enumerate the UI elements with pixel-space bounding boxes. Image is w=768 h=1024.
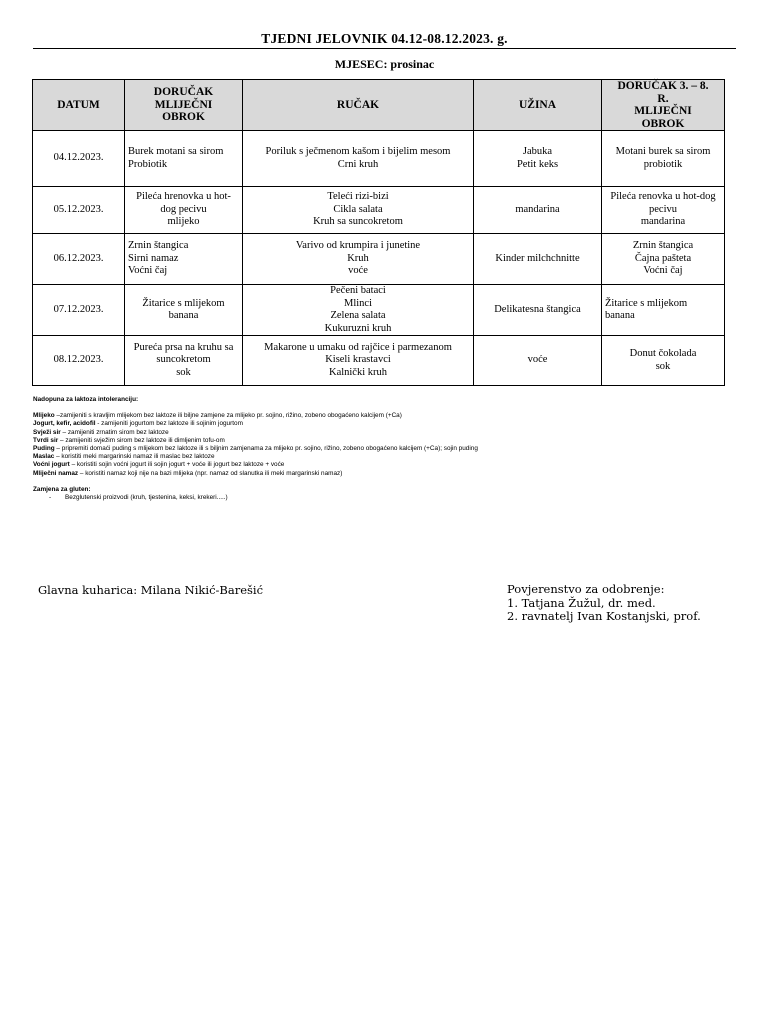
breakfast-cell: Žitarice s mlijekom banana (125, 285, 243, 336)
breakfast-cell: Pureća prsa na kruhu sa suncokretom sok (125, 336, 243, 386)
date-cell: 08.12.2023. (33, 336, 125, 386)
table-row (33, 336, 725, 386)
dietary-notes (33, 396, 733, 502)
gluten-heading: Zamjena za gluten: (33, 485, 91, 493)
breakfast-older-cell: Pileća renovka u hot-dog pecivu mandarina (602, 187, 725, 234)
breakfast-cell: Burek motani sa sirom Probiotik (125, 131, 243, 187)
lactose-note: Maslac – koristiti meki margarinski namaz ili maslac bez laktoze (33, 453, 215, 461)
lactose-note: Tvrdi sir – zamijeniti svježim sirom bez laktoze ili dimljenim tofu-om (33, 436, 225, 444)
head-chef-signature: Glavna kuharica: Milana Nikić-Barešić (38, 583, 264, 597)
snack-cell: Jabuka Petit keks (474, 131, 602, 187)
committee-member: 1. Tatjana Žužul, dr. med. (507, 595, 656, 610)
gluten-note: - Bezglutenski proizvodi (kruh, tjestenina, keksi, krekeri.....) (49, 494, 228, 502)
approval-committee (507, 583, 701, 624)
breakfast-cell: Pileća hrenovka u hot- dog pecivu mlijeko (125, 187, 243, 234)
table-header-row (33, 80, 725, 131)
title-divider (33, 48, 736, 49)
lunch-cell: Pečeni bataci Mlinci Zelena salata Kukuruzni kruh (243, 285, 474, 336)
table-row (33, 131, 725, 187)
column-header-lunch: RUČAK (243, 80, 474, 131)
table-row (33, 285, 725, 336)
lunch-cell: Varivo od krumpira i junetine Kruh voće (243, 234, 474, 285)
date-cell: 06.12.2023. (33, 234, 125, 285)
column-header-date: DATUM (33, 80, 125, 131)
table-row (33, 187, 725, 234)
month-label: MJESEC: prosinac (334, 57, 435, 71)
lunch-cell: Teleći rizi-bizi Cikla salata Kruh sa suncokretom (243, 187, 474, 234)
column-header-breakfast: DORUČAK MLIJEČNI OBROK (125, 80, 243, 131)
breakfast-older-cell: Žitarice s mlijekom banana (602, 285, 725, 336)
date-cell: 04.12.2023. (33, 131, 125, 187)
lactose-note: Svježi sir – zamijeniti zrnatim sirom bez laktoze (33, 428, 169, 436)
breakfast-older-cell: Donut čokolada sok (602, 336, 725, 386)
lactose-note: Mlijeko –zamijeniti s kravljim mlijekom bez laktoze ili biljne zamjene za mlijeko pr. sojino, rižino, zobeno obogaćeno kalcijem (+Ca) (33, 412, 402, 420)
date-cell: 05.12.2023. (33, 187, 125, 234)
weekly-menu-table (32, 79, 725, 386)
menu-title: TJEDNI JELOVNIK 04.12-08.12.2023. g. (261, 31, 508, 46)
lactose-heading: Nadopuna za laktoza intoleranciju: (33, 396, 139, 403)
committee-member: 2. ravnatelj Ivan Kostanjski, prof. (507, 609, 701, 623)
snack-cell: Kinder milchchnitte (474, 234, 602, 285)
committee-heading: Povjerenstvo za odobrenje: (507, 582, 665, 596)
lactose-note: Jogurt, kefir, acidofil - zamijeniti jogurtom bez laktoze ili sojinim jogurtom (33, 420, 243, 428)
column-header-breakfast-older: DORUČAK 3. – 8. R. MLIJEČNI OBROK (602, 80, 725, 131)
lactose-note: Puding – pripremiti domaći puding s mlijekom bez laktoze ili s biljnim zamjenama za mlijeko pr. sojino, rižino, zobeno obogaćeno kalcijem (+Ca); sojin puding (33, 445, 478, 453)
column-header-snack: UŽINA (474, 80, 602, 131)
snack-cell: mandarina (474, 187, 602, 234)
snack-cell: voće (474, 336, 602, 386)
breakfast-older-cell: Zrnin štangica Čajna pašteta Voćni čaj (602, 234, 725, 285)
snack-cell: Delikatesna štangica (474, 285, 602, 336)
table-row (33, 234, 725, 285)
date-cell: 07.12.2023. (33, 285, 125, 336)
lunch-cell: Poriluk s ječmenom kašom i bijelim mesom Crni kruh (243, 131, 474, 187)
lactose-note: Mliječni namaz – koristiti namaz koji nije na bazi mlijeka (npr. namaz od slanutka ili meki margarinski namaz) (33, 469, 343, 477)
lactose-note: Voćni jogurt – koristiti sojin voćni jogurt ili sojin jogurt + voće ili jogurt bez laktoze + voće (33, 461, 285, 469)
breakfast-cell: Zrnin štangica Sirni namaz Voćni čaj (125, 234, 243, 285)
lunch-cell: Makarone u umaku od rajčice i parmezanom Kiseli krastavci Kalnički kruh (243, 336, 474, 386)
breakfast-older-cell: Motani burek sa sirom probiotik (602, 131, 725, 187)
